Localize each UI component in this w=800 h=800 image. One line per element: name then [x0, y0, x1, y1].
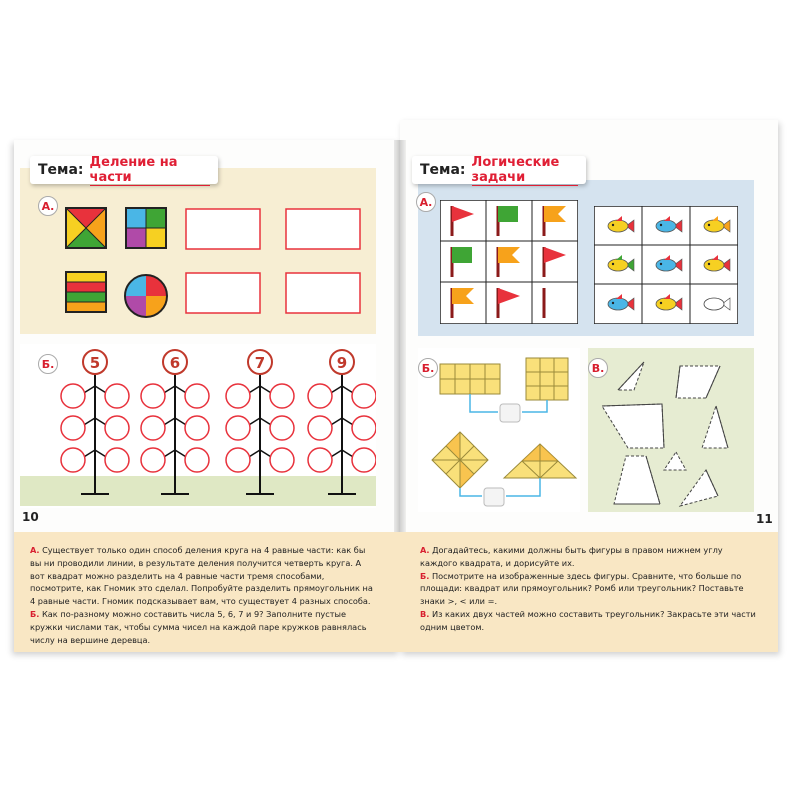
- triangle-figure: [504, 444, 576, 478]
- answer-circle[interactable]: [185, 384, 209, 408]
- number-tree: [226, 350, 294, 494]
- section-a-marker: А.: [416, 192, 436, 212]
- square-quadrant-division: [126, 208, 166, 248]
- answer-circle[interactable]: [105, 416, 129, 440]
- text-key-a: А.: [420, 545, 430, 555]
- answer-circle[interactable]: [141, 448, 165, 472]
- number-tree: [308, 350, 376, 494]
- section-b-marker: Б.: [38, 354, 58, 374]
- answer-circle[interactable]: [270, 448, 294, 472]
- empty-rectangle[interactable]: [186, 209, 260, 249]
- section-b-marker: Б.: [418, 358, 438, 378]
- tree-number: 9: [336, 354, 348, 372]
- answer-circle[interactable]: [185, 416, 209, 440]
- area-comparison-figures: [420, 350, 580, 510]
- tree-number: 7: [254, 354, 266, 372]
- answer-circle[interactable]: [61, 384, 85, 408]
- flags-grid: [440, 200, 578, 324]
- empty-rectangle[interactable]: [286, 273, 360, 313]
- section-a-marker: А.: [38, 196, 58, 216]
- topic-title: Логические задачи: [472, 155, 578, 186]
- answer-circle[interactable]: [352, 384, 376, 408]
- square-figure: [526, 358, 568, 400]
- answer-circle[interactable]: [141, 384, 165, 408]
- text-a: Существует только один способ деления круга на 4 равные части: как бы вы ни проводили линии, в результате деления получится четверть круга. А вот квадрат можно разделить на 4 равные части тремя способами, посмотрите, как Гномик это сделал. Попробуйте разделить прямоугольник на 4 равные части. Гномик подсказывает вам, что существует 4 разных способа.: [30, 545, 373, 607]
- fish-grid: [594, 206, 738, 324]
- tree-number: 5: [89, 354, 101, 372]
- compare-sign-box[interactable]: [500, 404, 520, 422]
- answer-circle[interactable]: [270, 384, 294, 408]
- answer-circle[interactable]: [141, 416, 165, 440]
- division-shapes: [60, 200, 380, 330]
- answer-circle[interactable]: [105, 448, 129, 472]
- answer-circle[interactable]: [226, 384, 250, 408]
- left-instructions: [30, 544, 378, 646]
- answer-circle[interactable]: [308, 448, 332, 472]
- answer-circle[interactable]: [61, 416, 85, 440]
- tree-number: 6: [169, 354, 181, 372]
- square-stripe-division: [66, 272, 106, 312]
- rectangle-figure: [440, 364, 500, 394]
- answer-circle[interactable]: [185, 448, 209, 472]
- text-a: Догадайтесь, какими должны быть фигуры в правом нижнем углу каждого квадрата, и дорисуйте их.: [420, 545, 723, 568]
- text-b: Посмотрите на изображенные здесь фигуры. Сравните, что больше по площади: квадрат или прямоугольник? Ромб или треугольник? Поставьте знаки >, < или =.: [420, 570, 744, 607]
- number-tree: [61, 350, 129, 494]
- answer-circle[interactable]: [352, 416, 376, 440]
- rhombus-figure: [432, 432, 488, 488]
- answer-circle[interactable]: [308, 384, 332, 408]
- text-key-v: В.: [420, 608, 430, 619]
- tema-label: Тема:: [420, 162, 466, 178]
- square-diagonal-division: [66, 208, 106, 248]
- text-key-a: А.: [30, 545, 40, 555]
- right-topic-header: [412, 156, 586, 184]
- section-v-marker: В.: [588, 358, 608, 378]
- text-b: Как по-разному можно составить числа 5, 6, 7 и 9? Заполните пустые кружки числами так, чтобы сумма чисел на каждой паре кружков равнялась числу на вершине деревца.: [30, 608, 367, 645]
- left-topic-header: [30, 156, 218, 184]
- answer-circle[interactable]: [226, 416, 250, 440]
- compare-sign-box[interactable]: [484, 488, 504, 506]
- page-number: 10: [22, 510, 39, 524]
- number-trees: [20, 344, 376, 504]
- answer-circle[interactable]: [308, 416, 332, 440]
- tema-label: Тема:: [38, 162, 84, 178]
- answer-circle[interactable]: [105, 384, 129, 408]
- text-key-b: Б.: [420, 570, 430, 581]
- page-number: 11: [756, 512, 773, 526]
- right-instructions: [420, 544, 760, 634]
- text-v: Из каких двух частей можно составить треугольник? Закрасьте эти части одним цветом.: [420, 608, 756, 632]
- number-tree: [141, 350, 209, 494]
- topic-title: Деление на части: [90, 155, 210, 186]
- empty-rectangle[interactable]: [186, 273, 260, 313]
- answer-circle[interactable]: [270, 416, 294, 440]
- answer-circle[interactable]: [226, 448, 250, 472]
- answer-circle[interactable]: [61, 448, 85, 472]
- answer-circle[interactable]: [352, 448, 376, 472]
- text-key-b: Б.: [30, 608, 40, 619]
- circle-quarter-division: [125, 275, 167, 317]
- empty-rectangle[interactable]: [286, 209, 360, 249]
- triangle-parts: [588, 348, 754, 512]
